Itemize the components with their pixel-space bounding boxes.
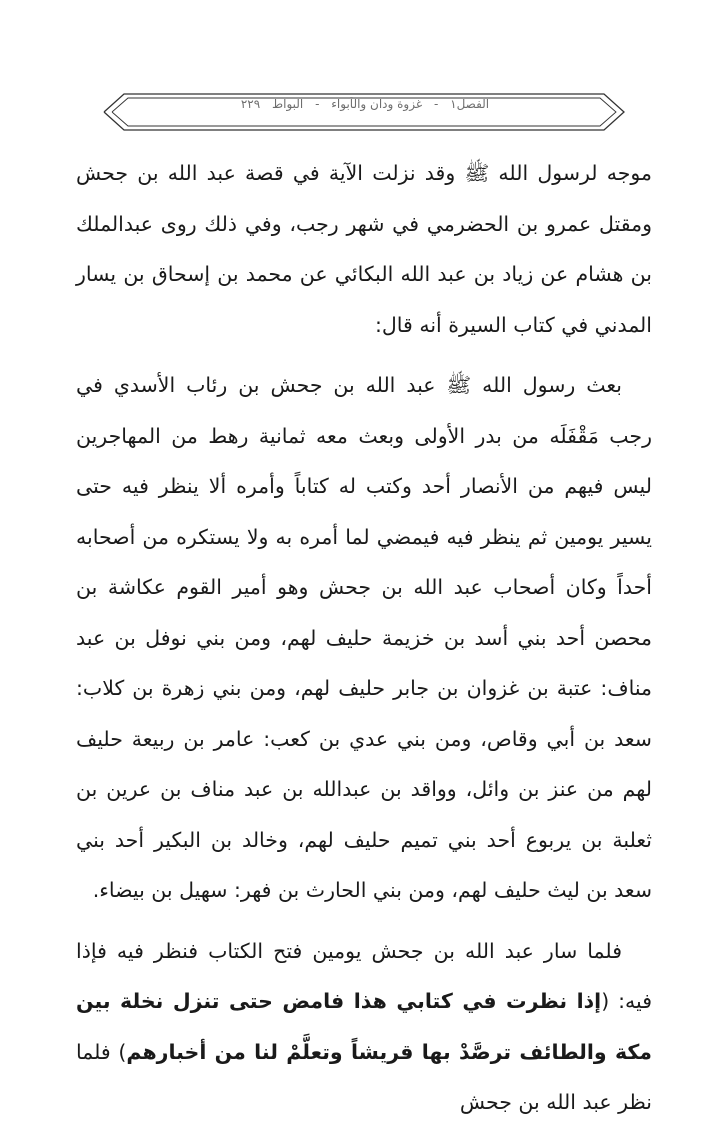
header-separator: - (315, 97, 320, 111)
running-header (150, 97, 580, 123)
header-part-middle: غزوة ودان والأبواء (331, 97, 423, 111)
paragraph-3-intro: فلما سار عبد الله بن جحش يومين فتح الكتاب فنظر فيه فإذا فيه: ( (76, 938, 652, 1013)
header-separator: - (433, 97, 439, 111)
paragraph-2: بعث رسول الله ﷺ عبد الله بن جحش بن رئاب الأسدي في رجب مَقْفَلَه من بدر الأولى وبعث معه ثمانية رهط من المهاجرين ليس فيهم من الأنصار أحد وكتب له كتاباً وأمره ألا ينظر فيه حتى يسير يومين ثم ينظر فيه فيمضي لما أمره به ولا يستكره من أصحابه أحداً وكان أصحاب عبد الله بن جحش وهو أمير القوم عكاشة بن محصن أحد بني أسد بن خزيمة حليف لهم، ومن بني نوفل بن عبد مناف: عتبة بن غزوان بن جابر حليف لهم، ومن بني زهرة بن كلاب: سعد بن أبي وقاص، ومن بني عدي بن كعب: عامر بن ربيعة حليف لهم من عنز بن وائل، وواقد بن عبدالله بن عبد مناف بن عرين بن ثعلبة بن يربوع أحد بني تميم حليف لهم، وخالد بن البكير أحد بني سعد بن ليث حليف لهم، ومن بني الحارث بن فهر: سهيل بن بيضاء. (76, 373, 652, 902)
header-part-right: الفصل١ (450, 97, 490, 111)
paragraph-1: موجه لرسول الله ﷺ وقد نزلت الآية في قصة عبد الله بن جحش ومقتل عمرو بن الحضرمي في شهر رجب، وفي ذلك روى عبدالملك بن هشام عن زياد بن عبد الله البكائي عن محمد بن إسحاق بن يسار المدني في كتاب السيرة أنه قال: (76, 161, 652, 337)
paragraph-3 (76, 926, 652, 1128)
header-part-left: البواط (272, 97, 304, 111)
paragraph-3-outro: ) فلما نظر عبد الله بن جحش (76, 1039, 652, 1114)
page-body (76, 148, 652, 1128)
page-number: ٢٢٩ (240, 97, 261, 111)
letter-quote: إذا نظرت في كتابي هذا فامض حتى تنزل نخلة بين مكة والطائف ترصَّدْ بها قريشاً وتعلَّمْ لنا من أخبارهم (76, 989, 652, 1064)
